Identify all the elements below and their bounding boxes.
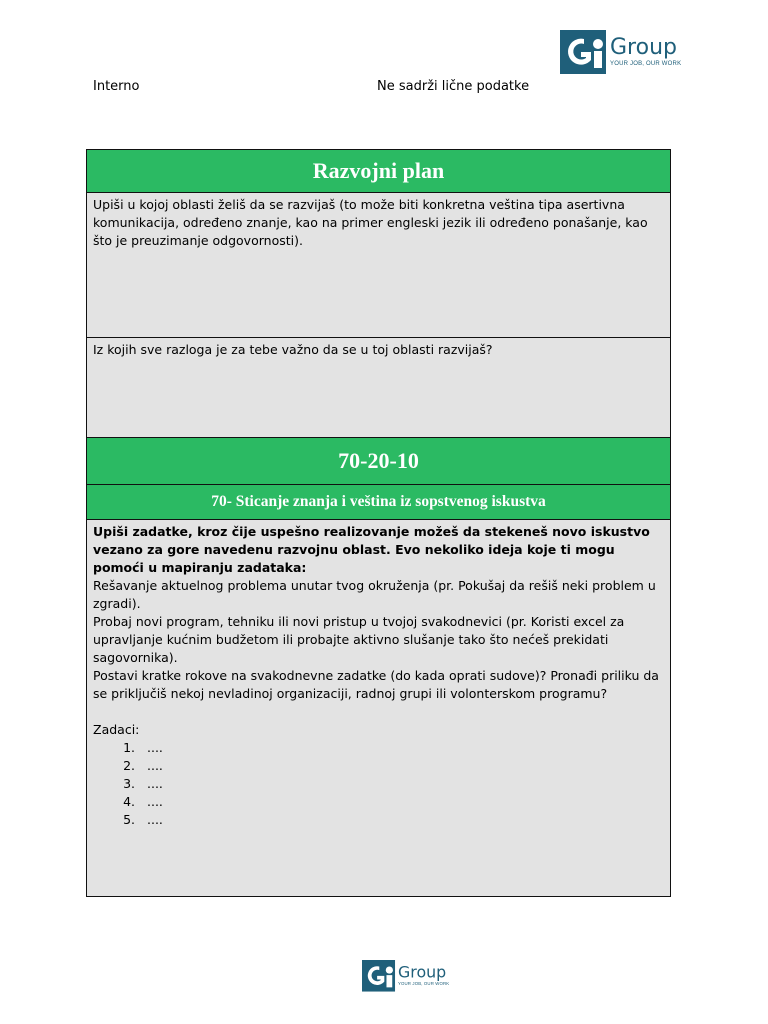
logo-name: Group — [398, 963, 447, 982]
idea-item: Postavi kratke rokove na svakodnevne zadatke (do kada oprati sudove)? Pronađi priliku da se priključiš nekoj nevladinoj organizaciji, radnoj grupi ili volonterskom programu? — [93, 668, 659, 701]
gi-logo-icon — [362, 960, 395, 992]
task-item: 2. .... — [139, 757, 664, 775]
tasks-section — [87, 520, 670, 896]
tasks-label: Zadaci: — [93, 722, 140, 737]
logo-bottom — [362, 960, 449, 992]
section-subtitle: 70- Sticanje znanja i veština iz sopstvenog iskustva — [87, 485, 670, 520]
section-title: 70-20-10 — [87, 438, 670, 485]
idea-item: Probaj novi program, tehniku ili novi pristup u tvojoj svakodnevici (pr. Koristi excel za upravljanje kućnim budžetom ili probajte aktivno slušanje tako što nećeš prekidati sagovornika). — [93, 614, 625, 665]
task-item: 4. .... — [139, 793, 664, 811]
development-plan-table — [86, 149, 671, 897]
logo-name: Group — [610, 35, 677, 60]
question-development-area: Upiši u kojoj oblasti želiš da se razvijaš (to može biti konkretna veština tipa asertivna komunikacija, određeno znanje, kao na primer engleski jezik ili određeno ponašanje, kao što je preuzimanje odgovornosti). — [87, 193, 670, 338]
logo-top — [560, 30, 681, 74]
tasks-instructions: Upiši zadatke, kroz čije uspešno realizovanje možeš da stekeneš novo iskustvo vezano za gore navedenu razvojnu oblast. Evo nekoliko ideja koje ti mogu pomoći u mapiranju zadataka: — [93, 524, 650, 575]
idea-item: Rešavanje aktuelnog problema unutar tvog okruženja (pr. Pokušaj da rešiš neki problem u zgradi). — [93, 578, 656, 611]
question-reasons: Iz kojih sve razloga je za tebe važno da se u toj oblasti razvijaš? — [87, 338, 670, 438]
header-privacy-note: Ne sadrži lične podatke — [377, 79, 530, 94]
logo-tagline: YOUR JOB, OUR WORK — [398, 982, 450, 987]
task-item: 3. .... — [139, 775, 664, 793]
gi-logo-icon — [560, 30, 606, 74]
header-classification: Interno — [93, 79, 140, 94]
task-item: 5. .... — [139, 811, 664, 829]
plan-title: Razvojni plan — [87, 150, 670, 193]
logo-tagline: YOUR JOB, OUR WORK — [610, 61, 682, 67]
task-item: 1. .... — [139, 739, 664, 757]
tasks-list — [93, 739, 664, 829]
